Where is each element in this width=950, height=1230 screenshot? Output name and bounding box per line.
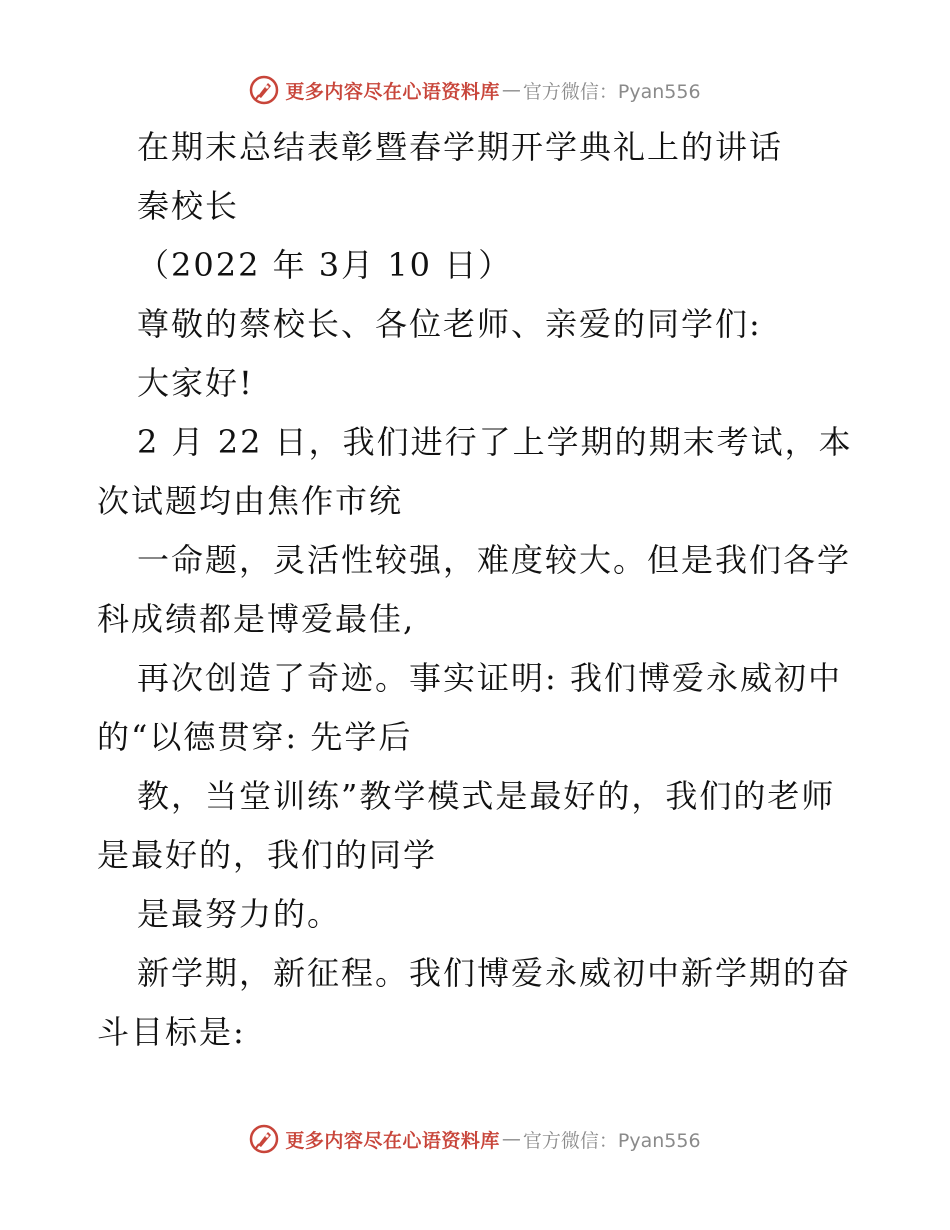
header-watermark xyxy=(0,73,950,107)
paragraph-line: 次试题均由焦作市统 xyxy=(97,482,404,520)
watermark-suffix: 官方微信：Pyan556 xyxy=(522,80,701,103)
watermark-suffix: 官方微信：Pyan556 xyxy=(522,1129,701,1152)
watermark-dash: — xyxy=(501,79,521,101)
document-title: 在期末总结表彰暨春学期开学典礼上的讲话 xyxy=(137,128,784,166)
watermark-brand: 更多内容尽在心语资料库 xyxy=(285,80,500,103)
paragraph-line: 的“以德贯穿: 先学后 xyxy=(97,718,413,756)
watermark-dash: — xyxy=(501,1128,521,1150)
speech-date: （2022 年 3月 10 日） xyxy=(137,246,513,284)
greeting: 大家好! xyxy=(137,364,254,402)
paragraph-line: 是最努力的。 xyxy=(137,895,342,933)
document-body xyxy=(97,118,857,1062)
footer-watermark xyxy=(0,1122,950,1156)
watermark-brand: 更多内容尽在心语资料库 xyxy=(285,1129,500,1152)
paragraph-line: 2 月 22 日，我们进行了上学期的期末考试，本 xyxy=(137,423,853,461)
paragraph-line: 教，当堂训练”教学模式是最好的，我们的老师 xyxy=(137,777,836,815)
speaker-name: 秦校长 xyxy=(137,187,240,225)
paragraph-line: 是最好的，我们的同学 xyxy=(97,836,438,874)
paragraph-line: 新学期，新征程。我们博爱永威初中新学期的奋 xyxy=(137,954,852,992)
pen-nib-logo-icon xyxy=(249,1124,279,1154)
paragraph-line: 再次创造了奇迹。事实证明: 我们博爱永威初中 xyxy=(137,659,842,697)
paragraph-line: 一命题，灵活性较强，难度较大。但是我们各学 xyxy=(137,541,852,579)
salutation: 尊敬的蔡校长、各位老师、亲爱的同学们: xyxy=(137,305,762,343)
paragraph-line: 斗目标是: xyxy=(97,1013,246,1051)
pen-nib-logo-icon xyxy=(249,75,279,105)
paragraph-line: 科成绩都是博爱最佳, xyxy=(97,600,416,638)
